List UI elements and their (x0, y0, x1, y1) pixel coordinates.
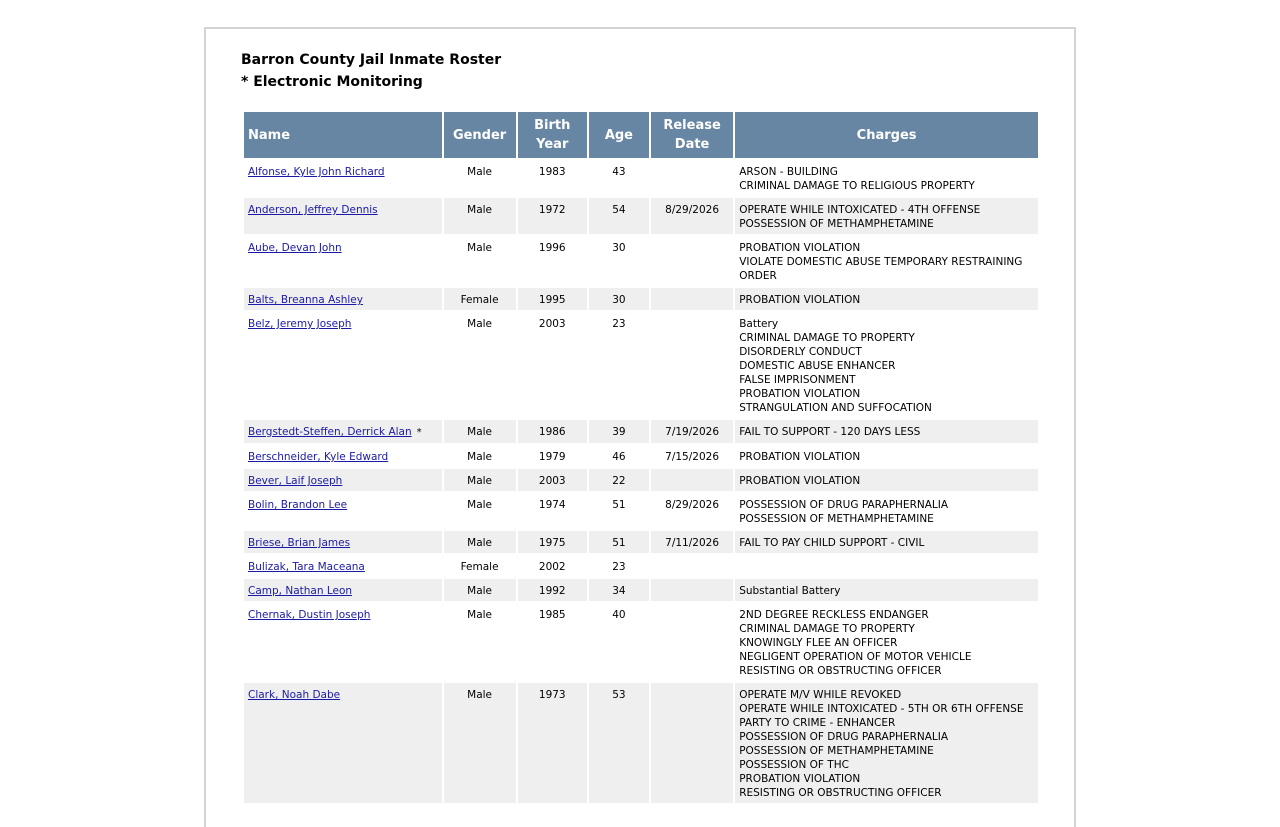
name-cell (244, 531, 442, 553)
charges-cell (735, 198, 1038, 234)
age-cell: 54 (589, 198, 649, 234)
charge-item: CRIMINAL DAMAGE TO RELIGIOUS PROPERTY (739, 180, 975, 192)
inmate-name-link[interactable]: Bolin, Brandon Lee (248, 499, 348, 511)
birth-year-cell: 2003 (518, 469, 587, 491)
charge-item: POSSESSION OF DRUG PARAPHERNALIA (739, 731, 949, 743)
charges-cell (735, 288, 1038, 310)
column-header-birth-year[interactable]: Birth Year (518, 112, 587, 158)
charge-item: RESISTING OR OBSTRUCTING OFFICER (739, 665, 942, 677)
column-header-age[interactable]: Age (589, 112, 649, 158)
age-cell: 23 (589, 555, 649, 577)
table-row (244, 579, 1038, 601)
inmate-name-link[interactable]: Clark, Noah Dabe (248, 689, 341, 701)
charges-cell (735, 236, 1038, 286)
title-block (241, 49, 501, 93)
charge-item: PROBATION VIOLATION (739, 388, 861, 400)
charges-cell (735, 469, 1038, 491)
release-date-cell (651, 160, 733, 196)
charge-item: RESISTING OR OBSTRUCTING OFFICER (739, 787, 942, 799)
gender-cell: Male (444, 420, 516, 443)
inmate-name-link[interactable]: Bergstedt-Steffen, Derrick Alan (248, 426, 412, 438)
release-date-cell (651, 603, 733, 681)
release-date-cell (651, 683, 733, 803)
table-row (244, 683, 1038, 803)
charge-item: POSSESSION OF METHAMPHETAMINE (739, 745, 934, 757)
inmate-name-link[interactable]: Balts, Breanna Ashley (248, 294, 363, 306)
inmate-roster-table (242, 110, 1040, 805)
charge-item: STRANGULATION AND SUFFOCATION (739, 402, 932, 414)
name-cell (244, 236, 442, 286)
table-row (244, 493, 1038, 529)
name-cell (244, 312, 442, 418)
gender-cell: Male (444, 469, 516, 491)
name-cell (244, 603, 442, 681)
inmate-name-link[interactable]: Briese, Brian James (248, 537, 351, 549)
name-cell (244, 579, 442, 601)
charge-item: OPERATE WHILE INTOXICATED - 4TH OFFENSE (739, 204, 981, 216)
inmate-name-link[interactable]: Berschneider, Kyle Edward (248, 451, 389, 463)
charge-item: FALSE IMPRISONMENT (739, 374, 856, 386)
charge-item: PROBATION VIOLATION (739, 475, 861, 487)
gender-cell: Female (444, 288, 516, 310)
charges-cell (735, 603, 1038, 681)
inmate-name-link[interactable]: Anderson, Jeffrey Dennis (248, 204, 378, 216)
age-cell: 51 (589, 493, 649, 529)
gender-cell: Male (444, 531, 516, 553)
charge-item: ARSON - BUILDING (739, 166, 838, 178)
column-header-name[interactable]: Name (244, 112, 442, 158)
birth-year-cell: 1975 (518, 531, 587, 553)
table-row (244, 420, 1038, 443)
inmate-name-link[interactable]: Belz, Jeremy Joseph (248, 318, 352, 330)
electronic-monitoring-legend: * Electronic Monitoring (241, 74, 423, 90)
age-cell: 30 (589, 288, 649, 310)
birth-year-cell: 1979 (518, 445, 587, 467)
roster-page (204, 27, 1076, 827)
birth-year-cell: 1985 (518, 603, 587, 681)
column-header-charges[interactable]: Charges (735, 112, 1038, 158)
age-cell: 39 (589, 420, 649, 443)
charges-cell (735, 445, 1038, 467)
gender-cell: Male (444, 445, 516, 467)
name-cell (244, 683, 442, 803)
name-cell (244, 555, 442, 577)
charges-cell (735, 683, 1038, 803)
table-row (244, 603, 1038, 681)
release-date-cell (651, 236, 733, 286)
release-date-cell: 7/19/2026 (651, 420, 733, 443)
charge-item: PROBATION VIOLATION (739, 294, 861, 306)
charge-item: FAIL TO PAY CHILD SUPPORT - CIVIL (739, 537, 925, 549)
charge-item: PROBATION VIOLATION (739, 451, 861, 463)
charge-item: Battery (739, 318, 779, 330)
birth-year-cell: 1996 (518, 236, 587, 286)
inmate-name-link[interactable]: Bulizak, Tara Maceana (248, 561, 365, 573)
charge-item: POSSESSION OF METHAMPHETAMINE (739, 513, 934, 525)
birth-year-cell: 1995 (518, 288, 587, 310)
inmate-name-link[interactable]: Aube, Devan John (248, 242, 342, 254)
release-date-cell: 7/15/2026 (651, 445, 733, 467)
gender-cell: Male (444, 198, 516, 234)
release-date-cell (651, 469, 733, 491)
charge-item: CRIMINAL DAMAGE TO PROPERTY (739, 332, 915, 344)
gender-cell: Male (444, 160, 516, 196)
age-cell: 22 (589, 469, 649, 491)
name-cell (244, 288, 442, 310)
table-row (244, 288, 1038, 310)
release-date-cell: 8/29/2026 (651, 493, 733, 529)
table-body (244, 160, 1038, 803)
inmate-name-link[interactable]: Chernak, Dustin Joseph (248, 609, 371, 621)
age-cell: 40 (589, 603, 649, 681)
table-row (244, 555, 1038, 577)
age-cell: 23 (589, 312, 649, 418)
charge-item: NEGLIGENT OPERATION OF MOTOR VEHICLE (739, 651, 972, 663)
release-date-cell (651, 555, 733, 577)
table-row (244, 445, 1038, 467)
charges-cell (735, 312, 1038, 418)
table-row (244, 312, 1038, 418)
birth-year-cell: 1974 (518, 493, 587, 529)
charge-item: PROBATION VIOLATION (739, 242, 861, 254)
charges-cell (735, 579, 1038, 601)
charge-item: POSSESSION OF METHAMPHETAMINE (739, 218, 934, 230)
release-date-cell: 8/29/2026 (651, 198, 733, 234)
release-date-cell (651, 579, 733, 601)
table-row (244, 236, 1038, 286)
birth-year-cell: 2003 (518, 312, 587, 418)
electronic-monitoring-marker: * (416, 427, 422, 438)
age-cell: 51 (589, 531, 649, 553)
release-date-cell (651, 288, 733, 310)
gender-cell: Male (444, 579, 516, 601)
gender-cell: Female (444, 555, 516, 577)
table-row (244, 198, 1038, 234)
charges-cell (735, 555, 1038, 577)
name-cell (244, 445, 442, 467)
table-row (244, 531, 1038, 553)
name-cell (244, 160, 442, 196)
charges-cell (735, 420, 1038, 443)
release-date-cell (651, 312, 733, 418)
charge-item: PARTY TO CRIME - ENHANCER (739, 717, 896, 729)
name-cell (244, 198, 442, 234)
table-row (244, 469, 1038, 491)
release-date-cell: 7/11/2026 (651, 531, 733, 553)
birth-year-cell: 1973 (518, 683, 587, 803)
charge-item: DOMESTIC ABUSE ENHANCER (739, 360, 896, 372)
age-cell: 46 (589, 445, 649, 467)
gender-cell: Male (444, 493, 516, 529)
birth-year-cell: 1986 (518, 420, 587, 443)
inmate-name-link[interactable]: Alfonse, Kyle John Richard (248, 166, 385, 178)
charge-item: DISORDERLY CONDUCT (739, 346, 862, 358)
inmate-name-link[interactable]: Camp, Nathan Leon (248, 585, 353, 597)
column-header-gender[interactable]: Gender (444, 112, 516, 158)
birth-year-cell: 1983 (518, 160, 587, 196)
table-row (244, 160, 1038, 196)
charge-item: OPERATE WHILE INTOXICATED - 5TH OR 6TH OFFENSE (739, 703, 1024, 715)
page-title: Barron County Jail Inmate Roster (241, 52, 502, 68)
charge-item: VIOLATE DOMESTIC ABUSE TEMPORARY RESTRAINING ORDER (739, 256, 1023, 282)
inmate-name-link[interactable]: Bever, Laif Joseph (248, 475, 343, 487)
charge-item: POSSESSION OF THC (739, 759, 849, 771)
charge-item: CRIMINAL DAMAGE TO PROPERTY (739, 623, 915, 635)
charge-item: Substantial Battery (739, 585, 841, 597)
charge-item: POSSESSION OF DRUG PARAPHERNALIA (739, 499, 949, 511)
column-header-release-date[interactable]: Release Date (651, 112, 733, 158)
age-cell: 43 (589, 160, 649, 196)
gender-cell: Male (444, 683, 516, 803)
charges-cell (735, 531, 1038, 553)
charges-cell (735, 160, 1038, 196)
age-cell: 30 (589, 236, 649, 286)
name-cell (244, 469, 442, 491)
charge-item: FAIL TO SUPPORT - 120 DAYS LESS (739, 426, 921, 438)
charge-item: PROBATION VIOLATION (739, 773, 861, 785)
birth-year-cell: 1972 (518, 198, 587, 234)
table-header-row (244, 112, 1038, 158)
charges-cell (735, 493, 1038, 529)
birth-year-cell: 2002 (518, 555, 587, 577)
gender-cell: Male (444, 312, 516, 418)
charge-item: KNOWINGLY FLEE AN OFFICER (739, 637, 898, 649)
gender-cell: Male (444, 603, 516, 681)
name-cell (244, 420, 442, 443)
birth-year-cell: 1992 (518, 579, 587, 601)
charge-item: OPERATE M/V WHILE REVOKED (739, 689, 902, 701)
name-cell (244, 493, 442, 529)
charge-item: 2ND DEGREE RECKLESS ENDANGER (739, 609, 929, 621)
age-cell: 53 (589, 683, 649, 803)
age-cell: 34 (589, 579, 649, 601)
gender-cell: Male (444, 236, 516, 286)
